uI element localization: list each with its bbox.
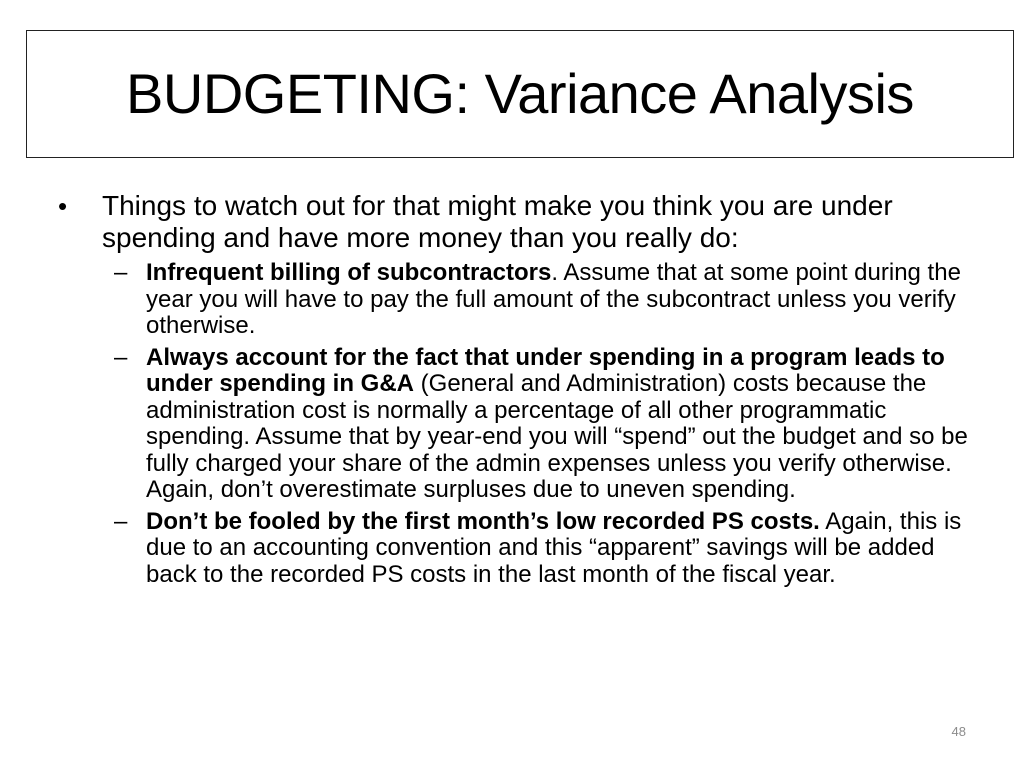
bullet-item xyxy=(58,190,968,254)
sub-bullet-normal-text: . Assume that at some point during the year you will have to pay the full amount of the subcontract unless you verify otherwise. xyxy=(146,259,961,339)
sub-bullet-marker: – xyxy=(114,343,128,371)
sub-bullet-bold-text: Always account for the fact that under spending in a program leads to under spending in G&A xyxy=(146,343,945,397)
title-box xyxy=(26,30,1014,158)
sub-bullet-item xyxy=(114,260,968,340)
slide-title: BUDGETING: Variance Analysis xyxy=(126,62,914,125)
sub-bullet-text xyxy=(146,509,968,589)
sub-bullet-normal-text: (General and Administration) costs because the administration cost is normally a percentage of all other programmatic spending. Assume that by year-end you will “spend” out the budget and so be fully charged your share of the admin expenses unless you verify otherwise. Again, don’t overestimate surpluses due to uneven spending. xyxy=(146,370,968,503)
slide-content xyxy=(58,190,968,593)
sub-bullet-list xyxy=(114,260,968,588)
slide-number: 48 xyxy=(951,724,966,739)
bullet-text: Things to watch out for that might make you think you are under spending and have more money than you really do: xyxy=(102,190,893,253)
sub-bullet-item xyxy=(114,345,968,504)
sub-bullet-marker: – xyxy=(114,259,128,286)
bullet-marker: • xyxy=(58,191,68,221)
sub-bullet-text xyxy=(146,260,968,340)
sub-bullet-item xyxy=(114,509,968,589)
sub-bullet-marker: – xyxy=(114,507,128,535)
sub-bullet-text xyxy=(146,345,968,504)
sub-bullet-bold-text: Don’t be fooled by the first month’s low recorded PS costs. xyxy=(146,507,820,535)
sub-bullet-normal-text: Again, this is due to an accounting convention and this “apparent” savings will be added back to the recorded PS costs in the last month of the fiscal year. xyxy=(146,507,962,588)
sub-bullet-bold-text: Infrequent billing of subcontractors xyxy=(146,259,552,286)
